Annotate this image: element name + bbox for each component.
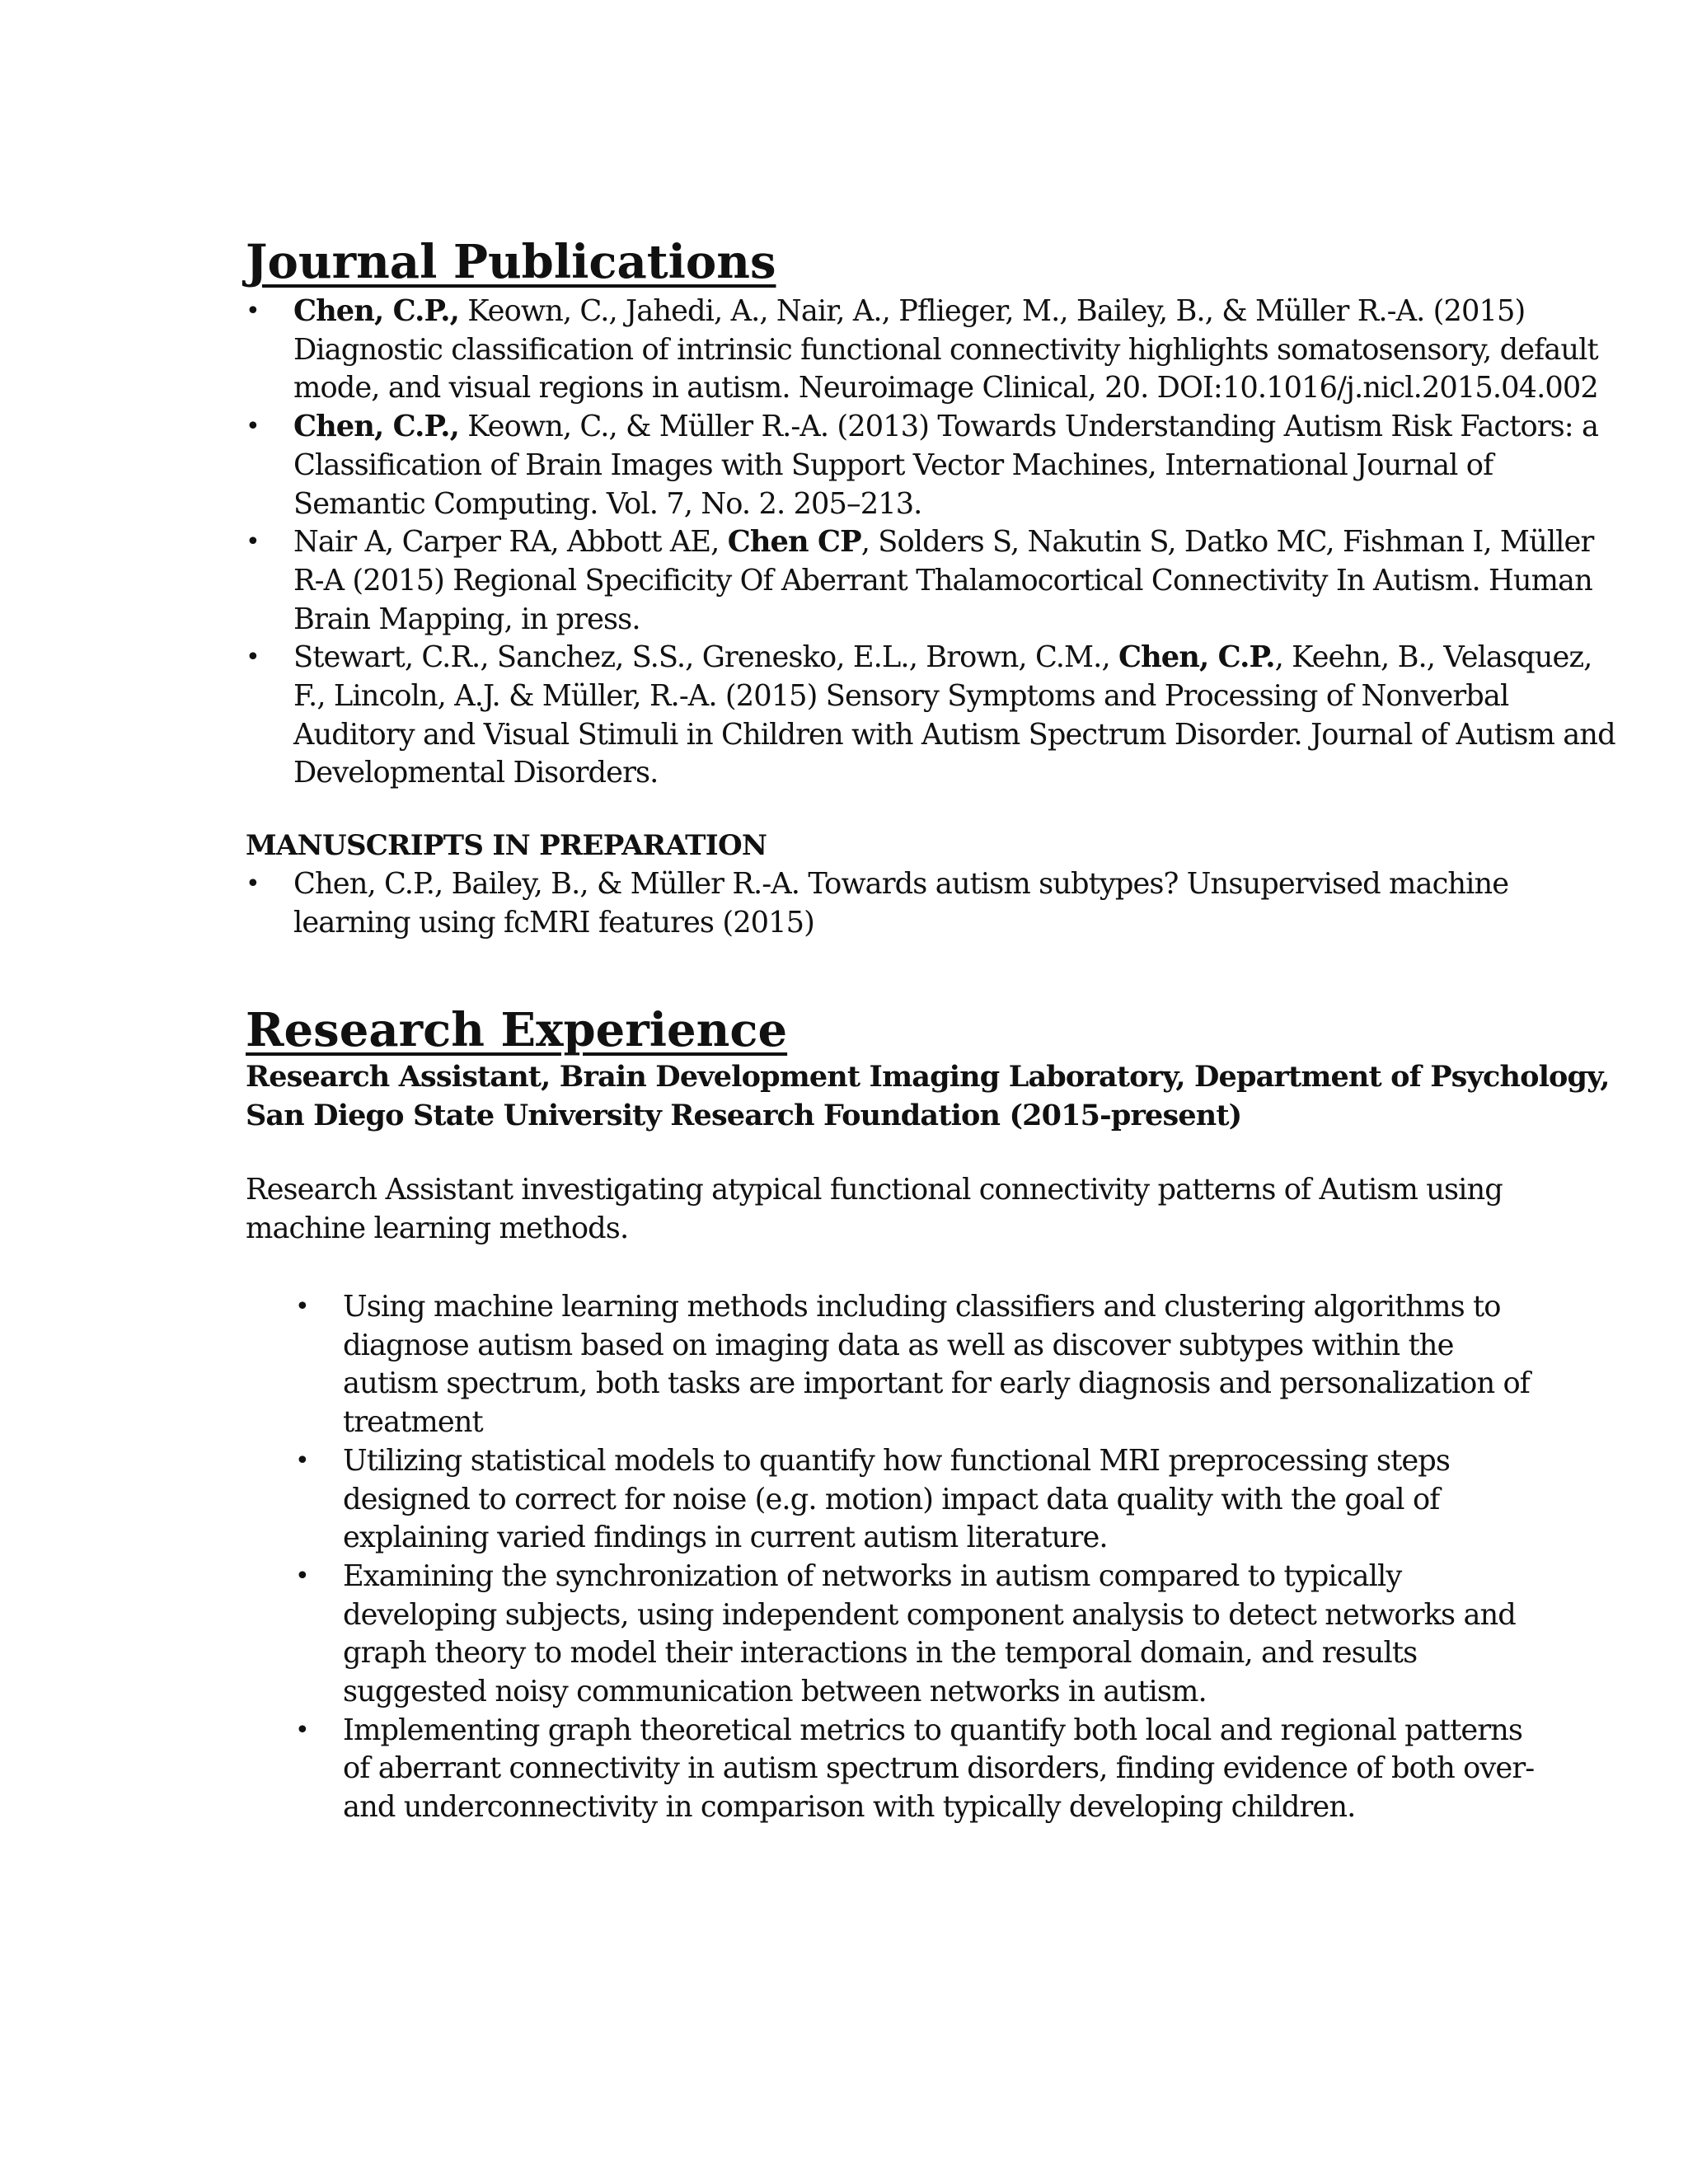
bullet-icon: •: [295, 1715, 309, 1745]
manuscript-item: [246, 865, 1630, 942]
publication-text: , Keehn, B., Velasquez, F., Lincoln, A.J. & Müller, R.-A. (2015) Sensory Symptoms and Processing of Nonverbal Auditory and Visual Stimuli in Children with Autism Spectrum Disorder. Journal of Autism and Developmental Disorders.: [293, 640, 1615, 790]
bullet-icon: •: [295, 1292, 309, 1321]
publication-text: Keown, C., & Müller R.-A. (2013) Towards Understanding Autism Risk Factors: a Classification of Brain Images with Support Vector Machines, International Journal of Semantic Computing. Vol. 7, No. 2. 205–213.: [293, 410, 1599, 521]
duty-text: Using machine learning methods including classifiers and clustering algorithms to diagnose autism based on imaging data as well as discover subtypes within the autism spectrum, both tasks are important for early diagnosis and personalization of treatment: [343, 1290, 1530, 1440]
bullet-icon: •: [246, 412, 260, 442]
bullet-icon: •: [246, 527, 260, 557]
publication-text: Keown, C., Jahedi, A., Nair, A., Pflieger, M., Bailey, B., & Müller R.-A. (2015) Diagnostic classification of intrinsic functional connectivity highlights somatosensory, default mode, and visual regions in autism. Neuroimage Clinical, 20. DOI:10.1016/j.nicl.2015.04.002: [293, 294, 1598, 405]
bullet-icon: •: [246, 869, 260, 898]
duty-item: [295, 1288, 1556, 1442]
publication-item: [246, 523, 1630, 639]
bullet-icon: •: [246, 297, 260, 326]
duty-item: [295, 1558, 1556, 1712]
publication-authors-before: Nair A, Carper RA, Abbott AE,: [293, 525, 728, 560]
highlighted-author: Chen, C.P.: [1118, 640, 1275, 675]
manuscripts-heading: MANUSCRIPTS IN PREPARATION: [246, 829, 767, 862]
journal-publications-heading: Journal Publications: [246, 235, 776, 289]
bullet-icon: •: [295, 1446, 309, 1475]
duty-list: [295, 1288, 1556, 1827]
publication-authors-before: Stewart, C.R., Sanchez, S.S., Grenesko, E.L., Brown, C.M.,: [293, 640, 1119, 675]
manuscript-list: [246, 865, 1630, 942]
duty-item: [295, 1442, 1556, 1558]
position-title: Research Assistant, Brain Development Imaging Laboratory, Department of Psychology, San Diego State University Research Foundation (2015-present): [246, 1060, 1610, 1132]
duty-text: Implementing graph theoretical metrics to quantify both local and regional patterns of aberrant connectivity in autism spectrum disorders, finding evidence of both over- and underconnectivity in comparison with typically developing children.: [343, 1713, 1535, 1825]
bullet-icon: •: [295, 1561, 309, 1591]
duty-text: Examining the synchronization of networks in autism compared to typically developing subjects, using independent component analysis to detect networks and graph theory to model their interactions in the temporal domain, and results suggested noisy communication between networks in autism.: [343, 1558, 1516, 1709]
publication-list: [246, 293, 1630, 793]
publication-text: , Solders S, Nakutin S, Datko MC, Fishman I, Müller R-A (2015) Regional Specificity Of Aberrant Thalamocortical Connectivity In Autism. Human Brain Mapping, in press.: [293, 525, 1594, 636]
position-summary: Research Assistant investigating atypical functional connectivity patterns of Autism using machine learning methods.: [246, 1173, 1503, 1245]
research-experience-heading: Research Experience: [246, 1003, 788, 1057]
publication-item: [246, 408, 1630, 523]
manuscript-text: Chen, C.P., Bailey, B., & Müller R.-A. Towards autism subtypes? Unsupervised machine learning using fcMRI features (2015): [293, 867, 1509, 940]
highlighted-author: Chen CP: [727, 525, 861, 560]
publication-item: [246, 293, 1630, 408]
duty-text: Utilizing statistical models to quantify how functional MRI preprocessing steps designed to correct for noise (e.g. motion) impact data quality with the goal of explaining varied findings in current autism literature.: [343, 1443, 1451, 1555]
highlighted-author: Chen, C.P.,: [293, 410, 459, 444]
publication-item: [246, 639, 1630, 793]
bullet-icon: •: [246, 643, 260, 673]
highlighted-author: Chen, C.P.,: [293, 294, 459, 328]
duty-item: [295, 1712, 1556, 1827]
